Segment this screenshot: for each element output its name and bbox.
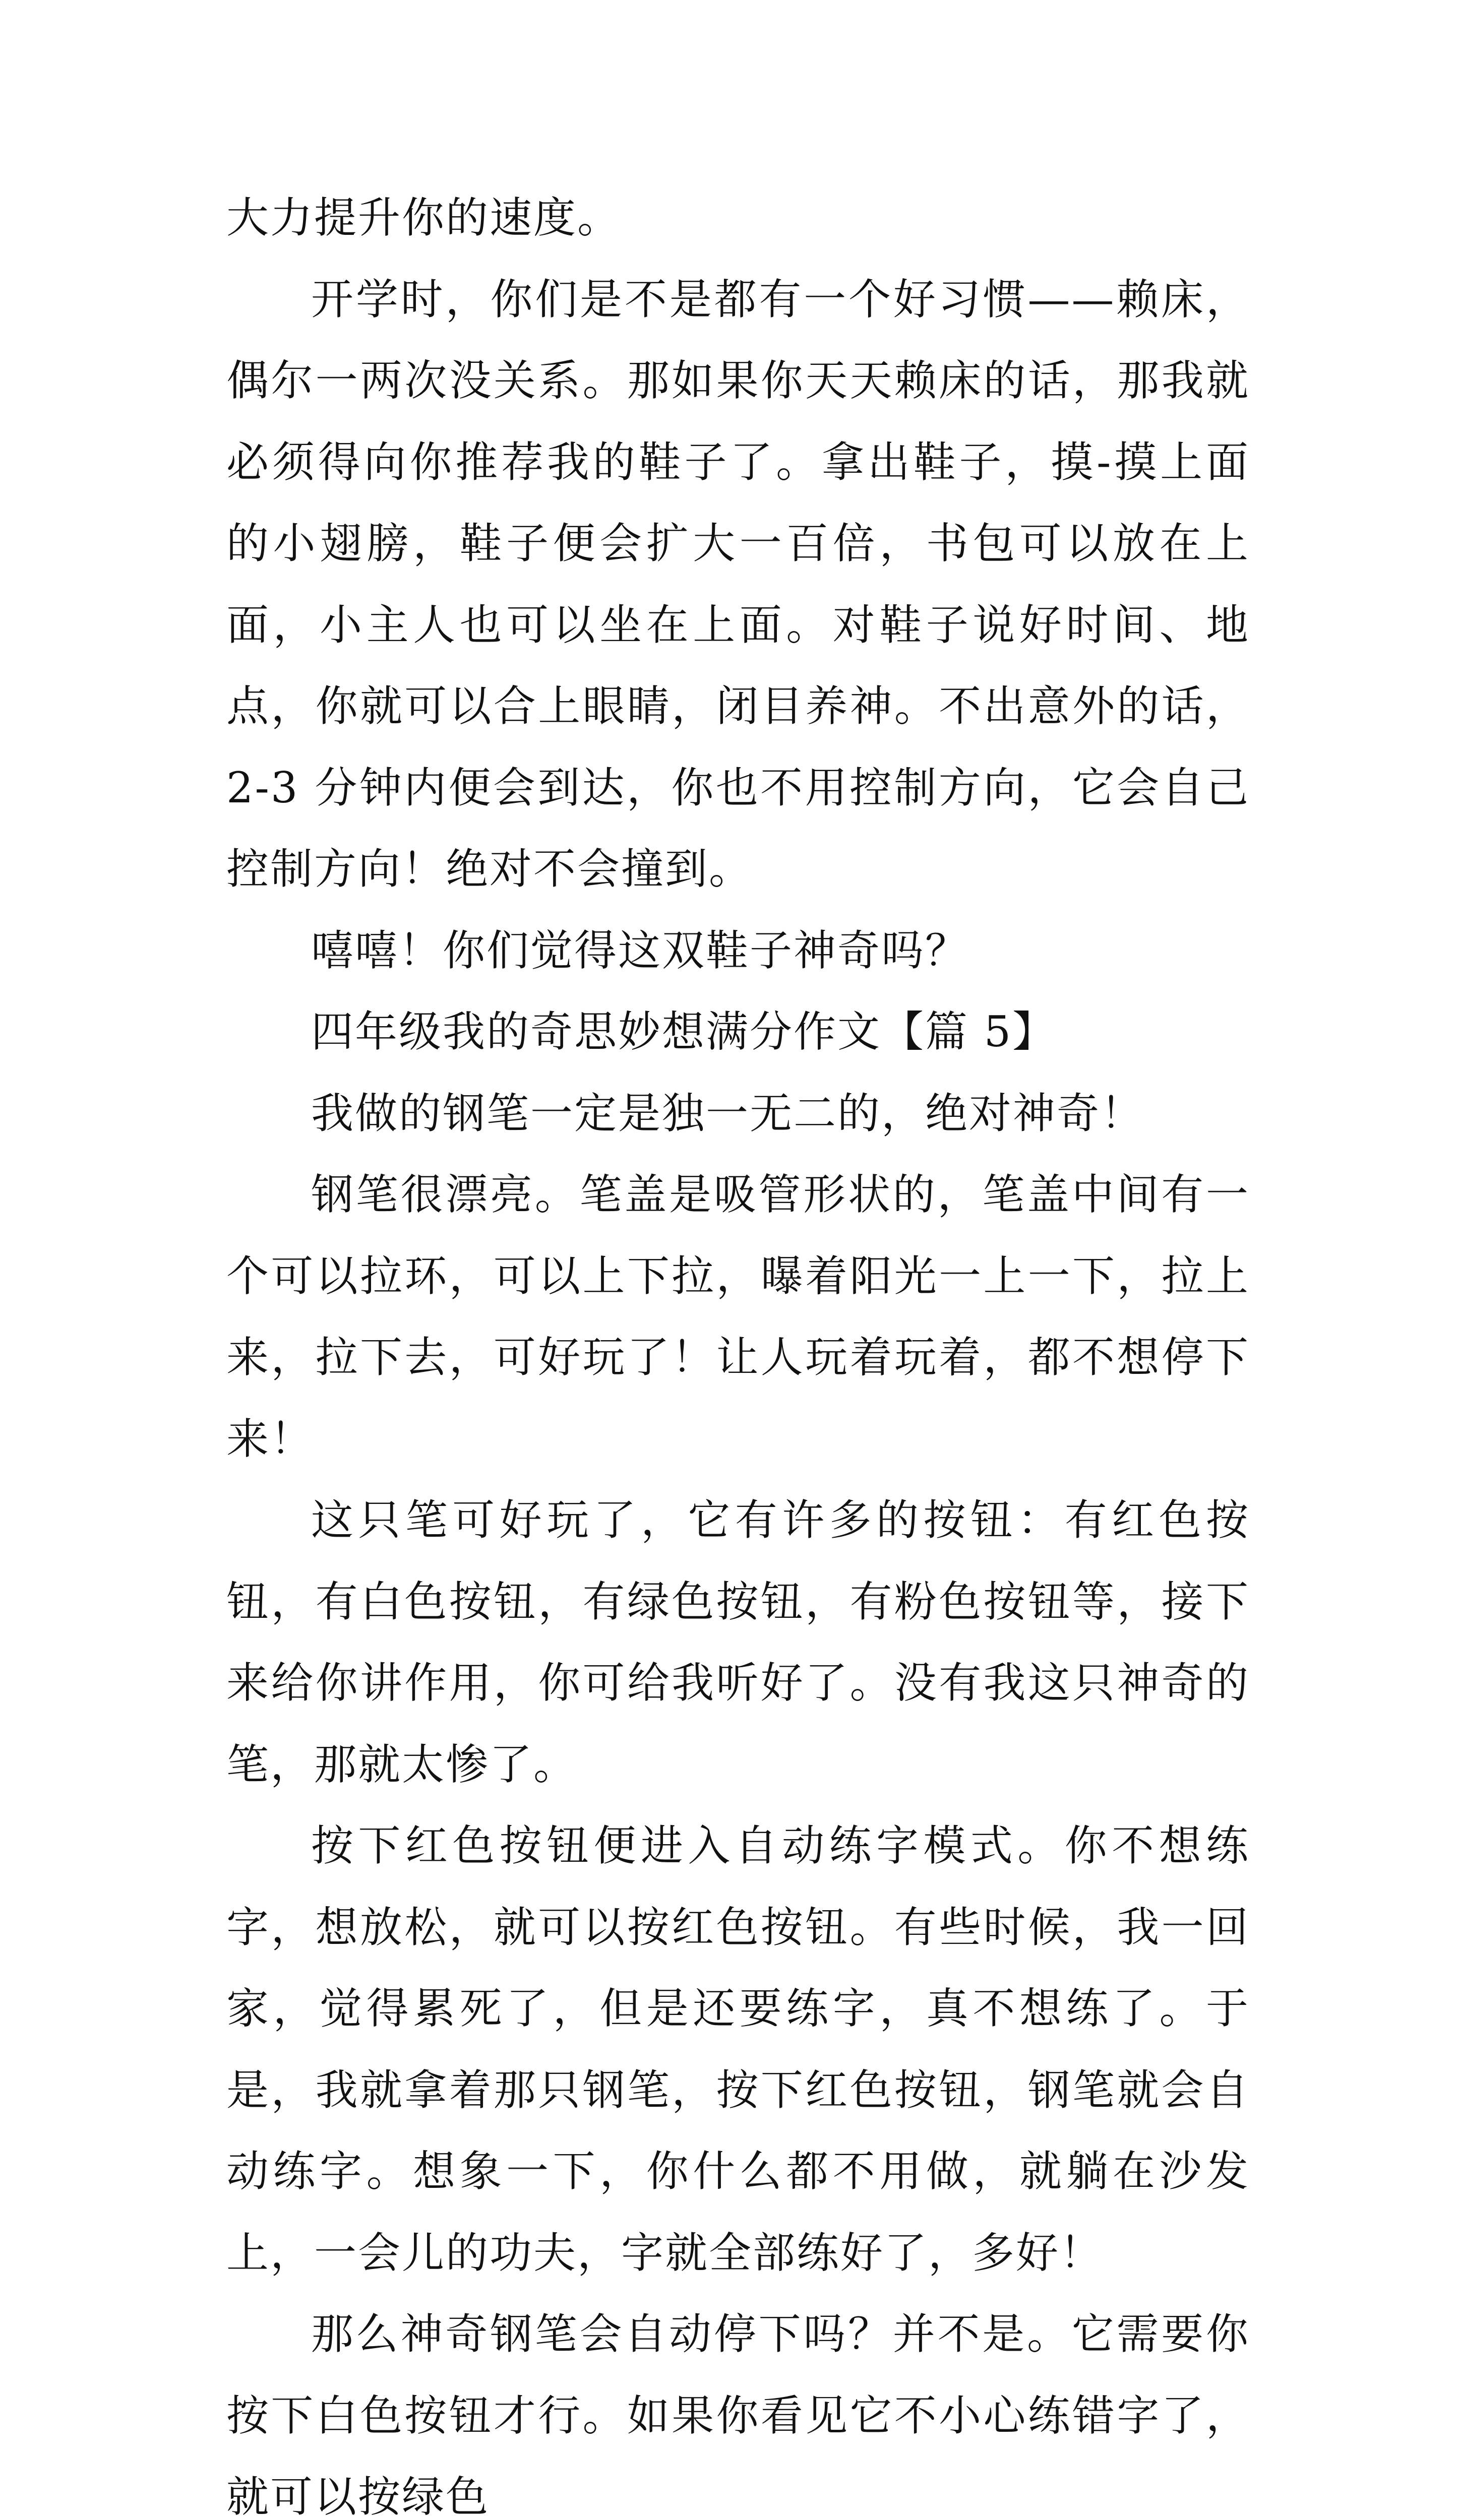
paragraph: 我做的钢笔一定是独一无二的，绝对神奇！ [311,1088,1145,1138]
document-body [226,177,1250,2520]
paragraph: 开学时，你们是不是都有一个好习惯——赖床，偶尔一两次没关系。那如果你天天赖床的话，那我就必须得向你推荐我的鞋子了。拿出鞋子，摸-摸上面的小翅膀，鞋子便会扩大一百倍，书包可以放在上面，小主人也可以坐在上面。对鞋子说好时间、地点，你就可以合上眼睛，闭目养神。不出意外的话，2-3 分钟内便会到达，你也不用控制方向，它会自己控制方向！绝对不会撞到。 [226,274,1250,894]
paragraph: 按下红色按钮便进入自动练字模式。你不想练字，想放松，就可以按红色按钮。有些时候，我一回家，觉得累死了，但是还要练字，真不想练了。于是，我就拿着那只钢笔，按下红色按钮，钢笔就会自动练字。想象一下，你什么都不用做，就躺在沙发上，一会儿的功夫，字就全部练好了，多好！ [226,1821,1250,2278]
paragraph: 那么神奇钢笔会自动停下吗？并不是。它需要你按下白色按钮才行。如果你看见它不小心练错字了，就可以按绿色 [226,2309,1250,2520]
section-heading: 四年级我的奇思妙想满分作文【篇 5】 [311,1007,1057,1056]
paragraph: 大力提升你的速度。 [226,193,622,242]
paragraph: 钢笔很漂亮。笔盖是吸管形状的，笔盖中间有一个可以拉环，可以上下拉，曝着阳光一上一下，拉上来，拉下去，可好玩了！让人玩着玩着，都不想停下来！ [226,1170,1250,1464]
paragraph: 嘻嘻！你们觉得这双鞋子神奇吗？ [311,925,969,975]
paragraph: 这只笔可好玩了，它有许多的按钮：有红色按钮，有白色按钮，有绿色按钮，有粉色按钮等，接下来给你讲作用，你可给我听好了。没有我这只神奇的笔，那就太惨了。 [226,1495,1250,1789]
